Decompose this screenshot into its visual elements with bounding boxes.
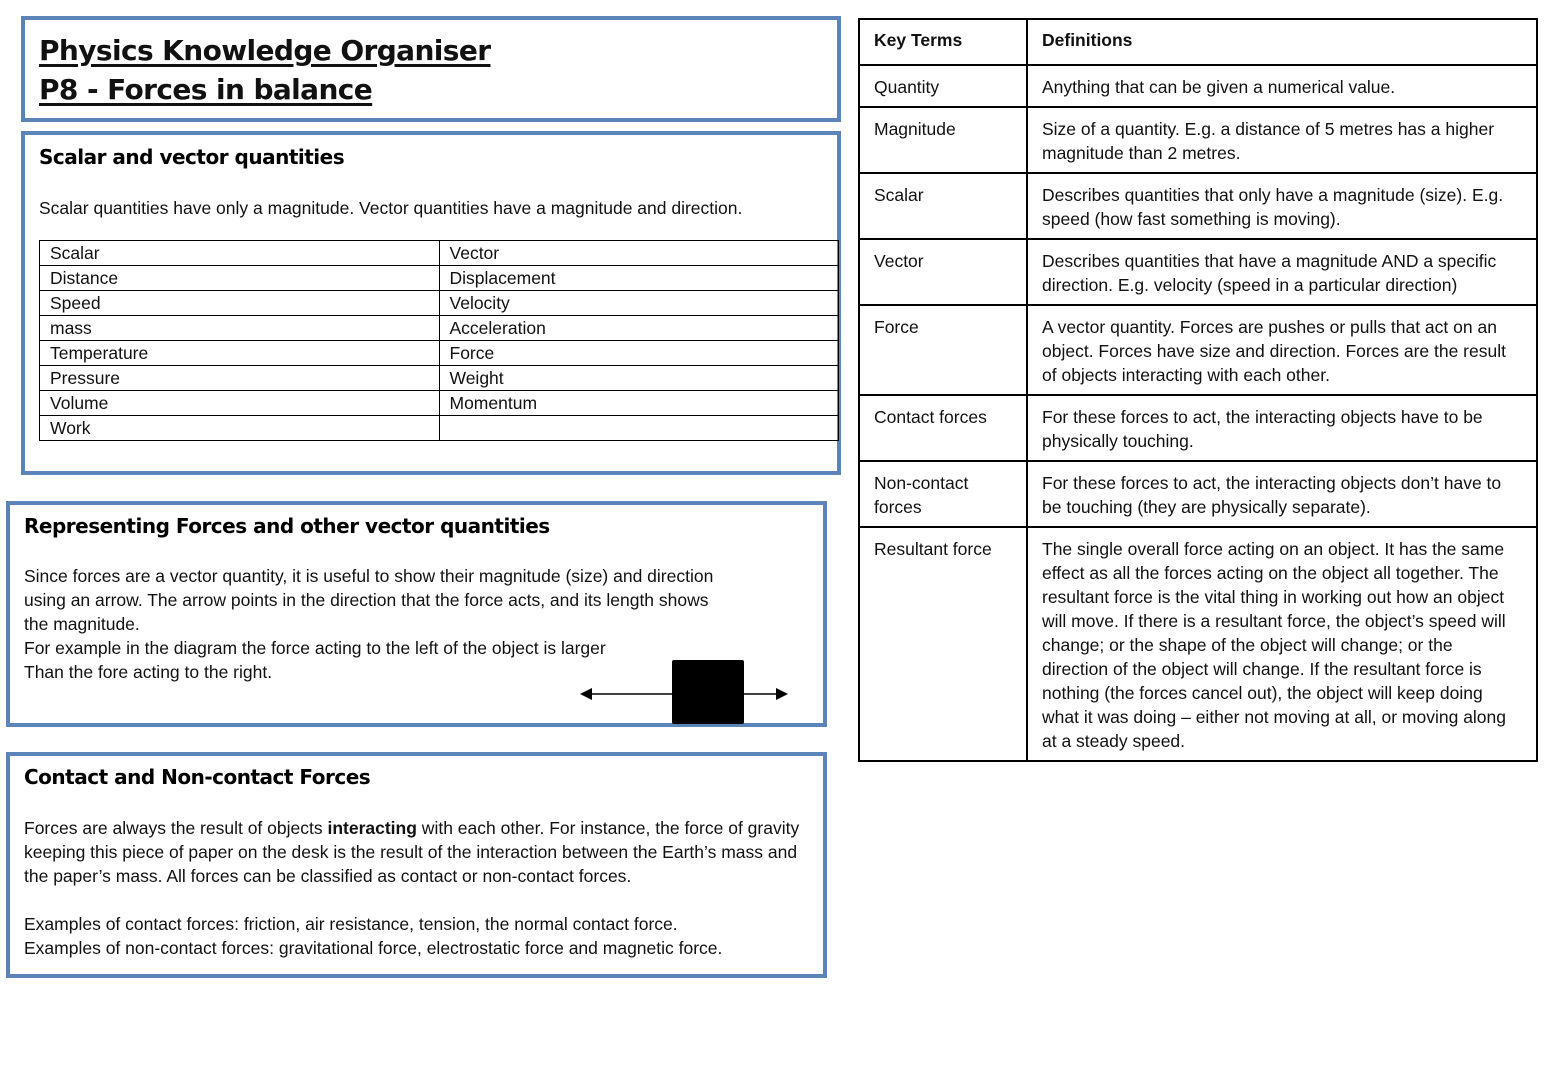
noncontact-examples: Examples of non-contact forces: gravitational force, electrostatic force and magnetic force. bbox=[24, 938, 723, 958]
table-row bbox=[40, 291, 839, 316]
paragraph-line: Than the fore acting to the right. bbox=[24, 662, 273, 682]
definition-cell: Anything that can be given a numerical value. bbox=[1027, 65, 1537, 107]
table-row bbox=[859, 65, 1537, 107]
paragraph-line: using an arrow. The arrow points in the direction that the force acts, and its length shows bbox=[24, 590, 709, 610]
scalar-cell: Volume bbox=[40, 391, 440, 416]
scalar-cell: Scalar bbox=[40, 241, 440, 266]
table-row bbox=[40, 341, 839, 366]
vector-cell: Weight bbox=[439, 366, 839, 391]
column-header-definitions: Definitions bbox=[1027, 19, 1537, 65]
scalar-cell: Speed bbox=[40, 291, 440, 316]
section-intro: Scalar quantities have only a magnitude. Vector quantities have a magnitude and direction. bbox=[39, 198, 743, 218]
section-heading: Contact and Non-contact Forces bbox=[24, 765, 371, 789]
term-cell: Non-contact forces bbox=[859, 461, 1027, 527]
definition-cell: The single overall force acting on an object. It has the same effect as all the forces acting on the object all together. The resultant force is the vital thing in working out how an object will move. If there is a resultant force, the object’s speed will change; or the shape of the object will change; or the direction of the object will change. If the resultant force is nothing (the forces cancel out), the object will keep doing what it was doing – either not moving at all, or moving along at a steady speed. bbox=[1027, 527, 1537, 761]
right-force-arrow-icon bbox=[744, 688, 788, 700]
table-row bbox=[859, 395, 1537, 461]
paragraph-text: with each other. For instance, the force of gravity keeping this piece of paper on the desk is the result of the interaction between the Earth’s mass and the paper’s mass. All forces can be classified as contact or non-contact forces. bbox=[24, 818, 800, 886]
bold-term: interacting bbox=[327, 818, 417, 838]
table-row bbox=[40, 366, 839, 391]
left-force-arrow-icon bbox=[580, 688, 672, 700]
scalar-vector-section bbox=[21, 131, 841, 475]
vector-cell: Vector bbox=[439, 241, 839, 266]
term-cell: Magnitude bbox=[859, 107, 1027, 173]
scalar-cell: Pressure bbox=[40, 366, 440, 391]
section-paragraph bbox=[24, 816, 814, 888]
definition-cell: A vector quantity. Forces are pushes or pulls that act on an object. Forces have size and direction. Forces are the result of objects interacting with each other. bbox=[1027, 305, 1537, 395]
term-cell: Force bbox=[859, 305, 1027, 395]
representing-forces-section bbox=[6, 501, 827, 727]
scalar-cell: Distance bbox=[40, 266, 440, 291]
key-terms-table bbox=[858, 18, 1538, 762]
table-row bbox=[40, 266, 839, 291]
table-row bbox=[40, 416, 839, 441]
vector-cell bbox=[439, 416, 839, 441]
table-row bbox=[40, 241, 839, 266]
scalar-vector-table bbox=[39, 240, 839, 441]
page-title: Physics Knowledge Organiser bbox=[39, 34, 491, 67]
table-row bbox=[40, 316, 839, 341]
table-row bbox=[859, 107, 1537, 173]
section-heading: Representing Forces and other vector quantities bbox=[24, 514, 550, 538]
vector-cell: Momentum bbox=[439, 391, 839, 416]
paragraph-text: Forces are always the result of objects bbox=[24, 818, 328, 838]
scalar-cell: Work bbox=[40, 416, 440, 441]
contact-examples: Examples of contact forces: friction, air resistance, tension, the normal contact force. bbox=[24, 914, 678, 934]
contact-forces-section bbox=[6, 752, 827, 978]
term-cell: Quantity bbox=[859, 65, 1027, 107]
table-header-row bbox=[859, 19, 1537, 65]
table-row bbox=[859, 173, 1537, 239]
term-cell: Vector bbox=[859, 239, 1027, 305]
scalar-cell: Temperature bbox=[40, 341, 440, 366]
object-box bbox=[672, 660, 744, 724]
paragraph-line: For example in the diagram the force acting to the left of the object is larger bbox=[24, 638, 606, 658]
paragraph-line: Since forces are a vector quantity, it is useful to show their magnitude (size) and direction bbox=[24, 566, 714, 586]
vector-cell: Velocity bbox=[439, 291, 839, 316]
definition-cell: For these forces to act, the interacting objects don’t have to be touching (they are physically separate). bbox=[1027, 461, 1537, 527]
table-row bbox=[40, 391, 839, 416]
table-row bbox=[859, 527, 1537, 761]
examples-paragraph bbox=[24, 912, 814, 960]
table-row bbox=[859, 305, 1537, 395]
column-header-key-terms: Key Terms bbox=[859, 19, 1027, 65]
section-heading: Scalar and vector quantities bbox=[39, 145, 345, 169]
paragraph-line: the magnitude. bbox=[24, 614, 140, 634]
definition-cell: Describes quantities that have a magnitude AND a specific direction. E.g. velocity (speed in a particular direction) bbox=[1027, 239, 1537, 305]
definition-cell: For these forces to act, the interacting objects have to be physically touching. bbox=[1027, 395, 1537, 461]
page-subtitle: P8 - Forces in balance bbox=[39, 73, 373, 106]
definition-cell: Describes quantities that only have a magnitude (size). E.g. speed (how fast something is moving). bbox=[1027, 173, 1537, 239]
vector-cell: Force bbox=[439, 341, 839, 366]
table-row bbox=[859, 239, 1537, 305]
force-arrow-diagram bbox=[578, 660, 788, 726]
vector-cell: Acceleration bbox=[439, 316, 839, 341]
definition-cell: Size of a quantity. E.g. a distance of 5 metres has a higher magnitude than 2 metres. bbox=[1027, 107, 1537, 173]
table-row bbox=[859, 461, 1537, 527]
vector-cell: Displacement bbox=[439, 266, 839, 291]
term-cell: Contact forces bbox=[859, 395, 1027, 461]
title-box bbox=[21, 16, 841, 122]
scalar-cell: mass bbox=[40, 316, 440, 341]
term-cell: Scalar bbox=[859, 173, 1027, 239]
term-cell: Resultant force bbox=[859, 527, 1027, 761]
